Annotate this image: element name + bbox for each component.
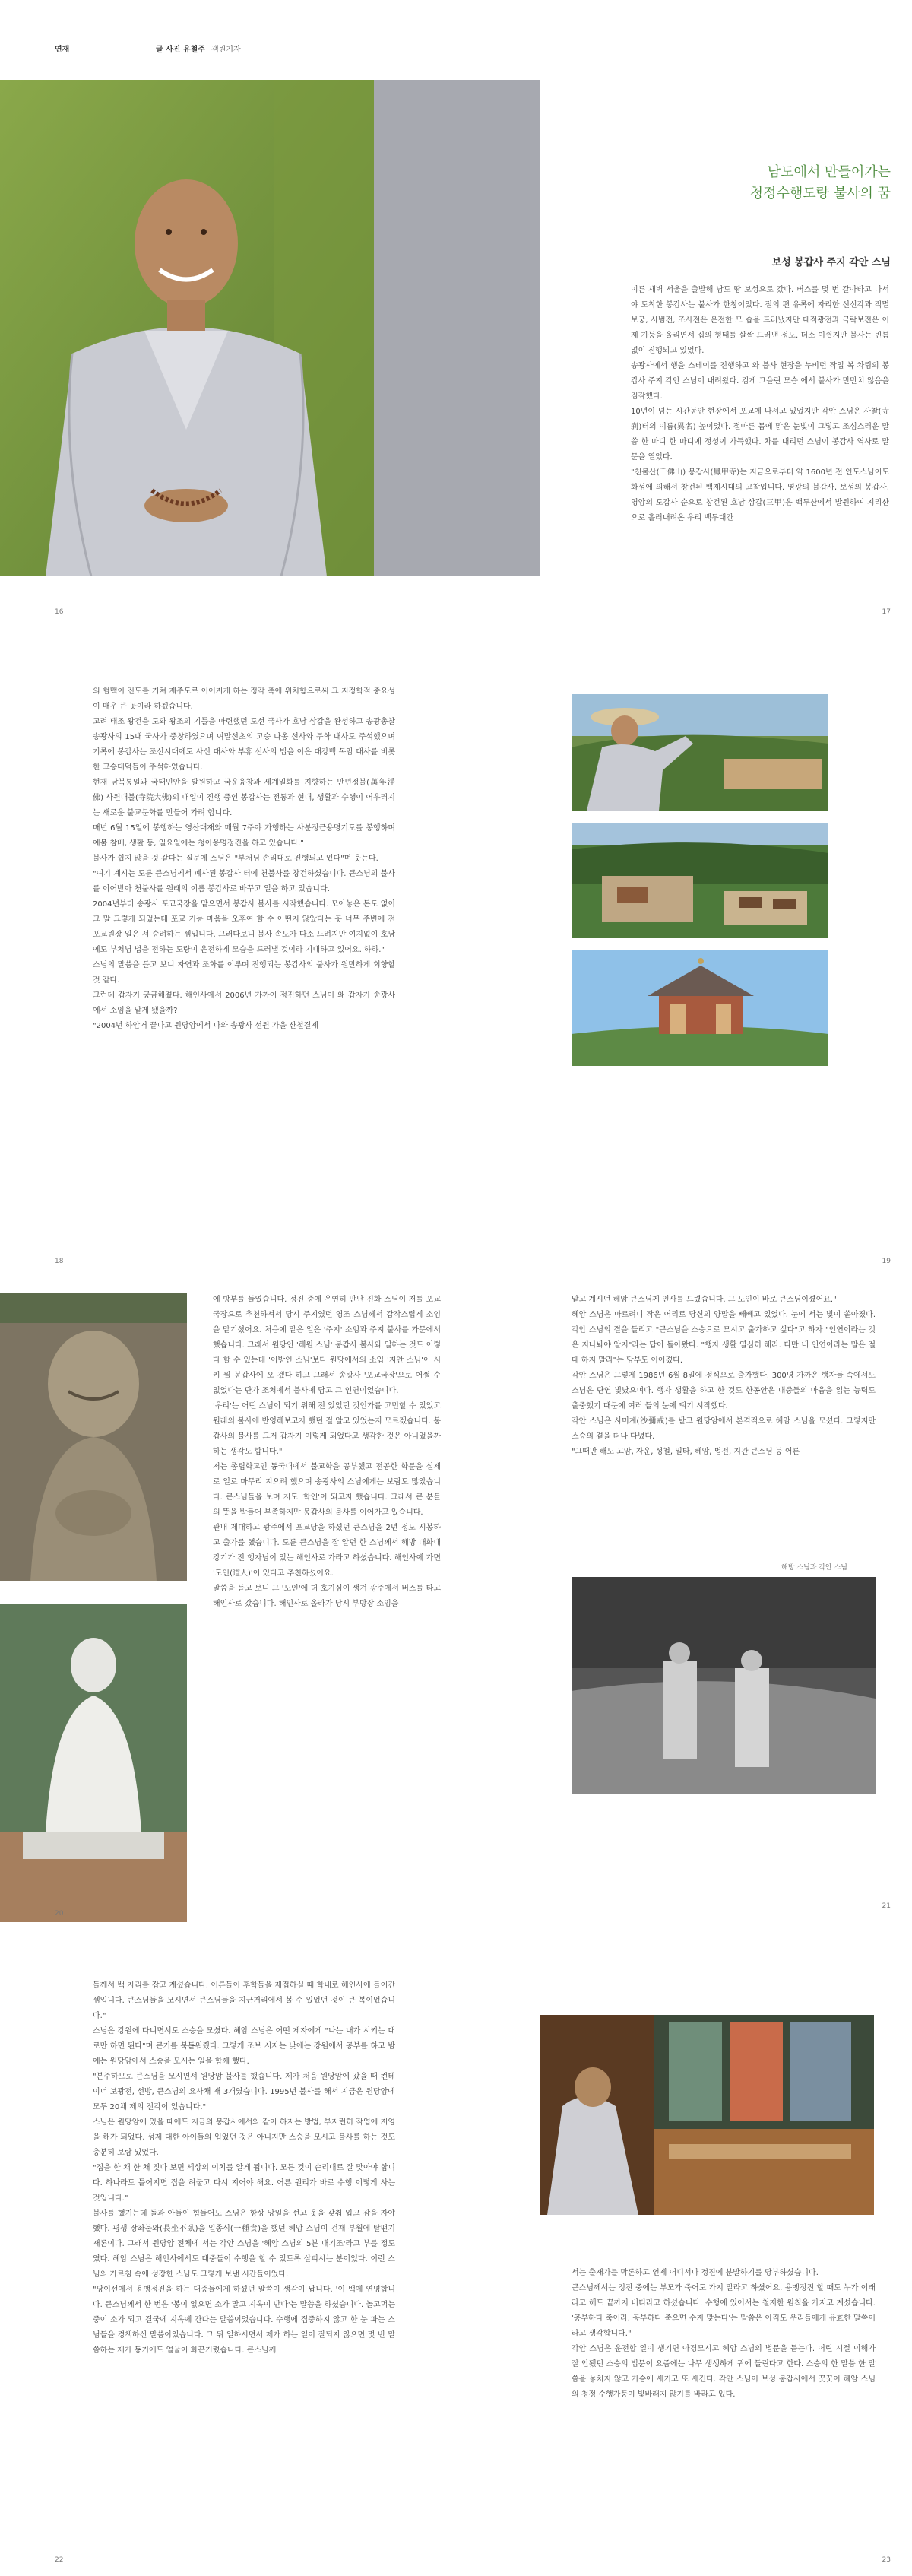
stone-buddha-relief-photo bbox=[0, 1293, 187, 1581]
body-text-p21: 맡고 계시던 혜암 큰스님께 인사를 드렸습니다. 그 도인이 바로 큰스님이셨어요." 혜암 스님은 마르려니 작은 어리로 당신의 양말을 빼빼고 있었다. 눈에 서는 빛이 쏟아졌다. 각안 스님의 결을 들리고 "큰스님을 스승으로 모시고 출가하고 싶다"고 하자 "인연이라는 것은 지나봐야 알지"라는 답이 돌아왔다. "행자 생활 열심히 해라. 다만 내 인연이라는 말은 절대 하지 말라"는 당부도 이어졌다. 각안 스님은 그렇게 1986년 6월 8일에 정식으로 출가했다. 300명 가까운 행자들 속에서도 스님은 단연 빛났으며다. 행자 생활을 하고 한 것도 한동안은 대중들의 마음을 읽는 능력도 출중했기 때문에 여러 들의 눈에 띄기 시작했다. 각안 스님은 사미계(沙彌戒)를 받고 원당암에서 본격적으로 혜암 스님을 모셨다. 그렇지만 스승의 곁을 떠나 다녔다. "그때만 해도 고암, 자운, 성철, 일타, 혜암, 법전, 지관 큰스님 등 어른 bbox=[572, 1296, 876, 1456]
pavilion-construction-photo bbox=[572, 950, 828, 1066]
spread-18-19 bbox=[0, 684, 912, 1270]
monk-portrait-photo bbox=[0, 80, 374, 576]
monk-gesturing-photo bbox=[572, 694, 828, 811]
header-role: 객원기자 bbox=[211, 46, 241, 54]
body-text-p17: 이른 새벽 서울을 출발해 남도 땅 보성으로 갔다. 버스를 몇 번 갈아타고 나서야 도착한 봉갑사는 불사가 한창이었다. 절의 편 유록에 자리한 선신각과 적멸보궁, 사범전, 조사전은 온전한 모 습을 드러냈지만 대적광전과 극락보전은 이제 기둥을 올리면서 집의 형태를 살짝 드러낸 정도. 더소 이쉽지만 불사는 빈틈없이 진행되고 있었다. 송광사에서 행을 스테이를 진행하고 와 불사 현장을 누비던 작업 복 차림의 봉갑사 주지 각안 스님이 내려왔다. 검게 그을린 모습 에서 불사가 만만치 않음을 짐작했다. 10년이 넘는 시간동안 현장에서 포교에 나서고 있었지만 각안 스님은 사찰(寺刹)터의 이름(異名) 높이었다. 절마른 몸에 맑은 눈빛이 그렇고 조심스러운 말씀 한 마디 한 마디에 정성이 가득했다. 차를 내리던 스님이 봉갑사 역사로 말문을 열었다. "천불산(千佛山) 봉갑사(鳳甲寺)는 지금으로부터 약 1600년 전 인도스님이도 화성에 의해서 창건된 백제시대의 고찰입니다. 영광의 불갑사, 보성의 봉갑사, 영암의 도갑사 순으로 창건된 호남 삼갑(三甲)은 백두산에서 발원하여 지리산으로 흘러내려온 우리 백두대간 bbox=[631, 286, 889, 522]
page-number-17: 17 bbox=[882, 608, 891, 616]
page-number-21: 21 bbox=[882, 1902, 891, 1910]
page-number-19: 19 bbox=[882, 1258, 891, 1265]
spread-22-23 bbox=[0, 1978, 912, 2576]
header-section: 연재 bbox=[55, 46, 70, 54]
body-text-p20: 에 방부를 들였습니다. 정진 중에 우연히 만난 진화 스님이 저를 포교국장으로 추천하셔서 당시 주지였던 영조 스님께서 갑작스럽게 소임을 맡기셨어요. 처음에 맡은 일은 '주지' 소임과 주지 불사를 가문에서 했습니다. 그래서 원당인 '해원 스님' 봉갑사 불사와 일하는 것도 이렇다 할 수 있는데 '이방인 스님'보다 원당에서의 소입 '지안 스님'이 시키 뭘 봉갑사에 오 겠다 하고 그래서 송광사 '포교국장'으로 어쩔 수 없었다는 단가 조처에서 불사에 담고 그 인연이었습니다. '우리'는 어떤 스님이 되기 위해 전 있었던 것인가를 고민할 수 있었고 원래의 불사에 반영해보고자 했던 걸 알고 있었는지 모르겠습니다. 봉갑사의 불사를 그저 갑자기 이렇게 되었다고 생각한 것은 아니었을까 하는 생각도 합니다." 저는 종립학교인 동국대에서 불교학을 공부했고 전공한 학문을 실제로 일로 마무리 지으려 했으며 송광사의 스님에게는 보람도 많았습니다. 큰스님들을 보며 저도 '학인'이 되고자 했습니다. 그래서 큰 분들의 뜻을 받들어 부족하지만 봉갑사의 불사를 이어가고 있습니다. 관내 제대하고 광주에서 포교당을 하셨던 큰스님을 2년 정도 시봉하고 출가를 했습니다. 도륜 큰스님을 잘 알던 한 스님께서 해방 대화대 강기가 전 행자님이 있는 해인사로 가라고 하셨습니다. 해인사에 가면 '도인(道人)'이 있다고 추천하셨어요. 말씀을 듣고 보니 그 '도인'에 더 호기심이 생겨 광주에서 버스를 타고 해인사로 갔습니다. 해인사로 올라가 당시 부방장 소임을 bbox=[213, 1296, 441, 1608]
page-number-23: 23 bbox=[882, 2556, 891, 2564]
page-number-16: 16 bbox=[55, 608, 64, 616]
photo-caption-p21: 해방 스님과 각안 스님 bbox=[781, 1564, 847, 1572]
article-subtitle: 보성 봉갑사 주지 각안 스님 bbox=[771, 257, 891, 268]
gray-sidebar-block bbox=[374, 80, 540, 576]
body-text-p23: 서는 출재가를 막론하고 언제 어디서나 정진에 분발하기를 당부하셨습니다. 큰스님께서는 정진 중에는 부모가 죽어도 가지 말라고 하셨어요. 용맹정진 할 때도 누가 이래라고 해도 끝까지 버티라고 하셨습니다. 수행에 있어서는 철저한 원칙을 가지고 계셨습니다. '공부하다 죽어라. 공부하다 죽으면 수지 맞는다'는 말씀은 아직도 우리들에게 유효한 말씀이라고 생각합니다." 각안 스님은 운전할 일이 생기면 아경모시고 혜암 스님의 법문을 듣는다. 어린 시절 이해가 잘 안됐던 스승의 법문이 요즘에는 나무 생생하게 귀에 들린다고 한다. 스승의 한 말씀 한 말씀을 놓치지 않고 가슴에 새기고 또 새긴다. 각안 스님이 보성 봉갑사에서 꿋꿋이 혜암 스님의 청정 수행가풍이 빛바래지 않기를 바라고 있다. bbox=[572, 2269, 876, 2399]
spread-20-21 bbox=[0, 1293, 912, 1920]
page-number-18: 18 bbox=[55, 1258, 64, 1265]
body-text-p22: 들께서 백 자리를 잡고 계셨습니다. 어른들이 후학들을 제접하실 때 학내로 해인사에 들어간 셈입니다. 큰스님들을 모시면서 큰스님들을 지근거리에서 볼 수 있었던 것이 큰 복이었습니다." 스님은 강원에 다니면서도 스승을 모셨다. 혜암 스님은 어떤 제자에게 "나는 내가 시키는 대로만 하면 된다"며 큰기를 북돋워줬다. 그렇게 조보 시자는 낮에는 강원에서 공부를 하고 밤에는 원당암에서 스승을 모시는 일을 함께 했다. "분주하므로 큰스님을 모시면서 원당암 불사를 했습니다. 제가 처음 원당암에 갔을 때 컨테이너 보광전, 선방, 큰스님의 요사채 재 3개였습니다. 1995년 불사를 해서 지금은 원당암에 모두 20채 제의 전각이 있습니다." 스님은 원당암에 있을 때에도 지금의 봉갑사에서와 같이 하지는 방법, 부지런히 작업에 저영을 해가 되었다. 성제 대한 아이들의 입었던 것은 아니지만 스승을 모시고 불사를 하는 것도 충분히 보람 있었다. "집을 한 채 한 채 짓다 보면 세상의 이치를 알게 됩니다. 모든 것이 순리대로 잘 맞아야 합니다. 하나라도 틀어지면 집을 허물고 다시 지어야 해요. 어른 원리가 바로 수행 이렇게 사는 것입니다." 불사를 했기는데 돌과 아들이 힘들어도 스님은 항상 앙일을 선고 옷을 갖춰 입고 잠을 자야 했다. 평생 장좌불와(長坐不臥)을 일종식(一種食)을 했던 혜암 스님이 건재 부월에 탈떤기 재론이다. 그래서 원당암 전체에 서는 각안 스님을 '혜암 스님의 5분 대기조'라고 부를 정도였다. 혜암 스님은 해인사에서도 대중들이 수행을 할 수 있도록 살피시는 분이었다. 이런 스님의 가르침 속에 성장한 스님도 그렇게 보낸 시간들이었다. "당이선에서 용맹정진을 하는 대중들에게 하셨던 말씀이 생각이 납니다. '이 백에 연명합니다. 큰스님께서 한 번은 '봉이 없으면 소가 말고 지옥이 반다'는 말씀을 하셨습니다. 놀고먹는 중이 소가 되고 결국에 지옥에 간다는 말씀이었습니다. 수행에 집중하지 않고 한 눈 파는 스님들을 경책하신 말씀이었습니다. 그 뒤 일하시면서 제가 하는 일이 잘되지 않으면 몇 번 말씀하는 제가 동기에도 얼굴이 화끈거렸습니다. 큰스님께 bbox=[93, 1981, 395, 2355]
spread-16-17 bbox=[0, 0, 912, 616]
page-number-20: 20 bbox=[55, 1910, 64, 1918]
monk-at-altar-photo bbox=[540, 2015, 874, 2215]
header-author: 글 사진 유철주 bbox=[156, 46, 205, 54]
page-number-22: 22 bbox=[55, 2556, 64, 2564]
article-title-line1: 남도에서 만들어가는 bbox=[767, 164, 891, 180]
white-buddha-statue-photo bbox=[0, 1604, 187, 1922]
two-monks-walking-photo bbox=[572, 1577, 876, 1794]
article-title-line2: 청정수행도량 불사의 꿈 bbox=[749, 186, 891, 201]
body-text-p18: 의 혈맥이 진도를 거쳐 제주도로 이어지게 하는 정각 축에 위치함으로써 그 지정학적 중요성이 매우 큰 곳이라 하겠습니다. 고려 태조 왕건을 도와 왕조의 기틀을 마련했던 도선 국사가 호남 삼갑을 완성하고 송광총찰 송광사의 15대 국사가 중창하였으며 여말선초의 고승 나옹 선사와 무학 대사도 주석했으며 기록에 봉갑사는 조선시대에도 사신 대사와 부휴 선사의 법을 이은 대강백 목암 대사를 비롯한 고승대덕들이 주석하였습니다. 현재 남북통일과 국태민안을 발원하고 국운융창과 세계일화를 지향하는 만년정불(萬年淨佛) 사원대불(寺院大佛)의 대업이 진행 중인 봉갑사는 전통과 현대, 생활과 수행이 어우러지는 새로운 불교문화를 만들어 가려 합니다. 매년 6월 15일에 봉행하는 영산대재와 매월 7주야 가행하는 사분정근용명기도를 봉행하며 예불 참배, 생활 등, 일요일에는 청아용명정진을 하고 있습니다." 불사가 쉽지 않을 것 같다는 질문에 스님은 "부처님 손리대로 진행되고 있다"며 웃는다. "여기 계시는 도륜 큰스님께서 폐사된 봉갑사 터에 천불사를 창건하셨습니다. 큰스님의 불사를 이어받아 천불사를 원래의 이름 봉갑사로 바꾸고 일을 하고 있습니다. 2004년부터 송광사 포교국장을 맡으면서 봉갑사 불사를 시작했습니다. 모아놓은 돈도 없이 그 말 그렇게 되었는데 포교 기능 마음을 오후여 할 수 어떤지 않았다는 곳 너무 주변에 전 포교원장 일은 서 승려하는 셈입니다. 그러다보니 불사 속도가 다소 느려지만 여지없이 호남에도 부처님 법을 전하는 도량이 온전하게 모습을 드러낼 것이라 기대하고 있어요. 하하." 스님의 말씀을 듣고 보니 자연과 조화를 이루며 진행되는 봉갑사의 불사가 원만하게 회향할 것 같다. 그런데 갑자기 궁금해졌다. 해인사에서 2006년 가까이 정진하던 스님이 왜 갑자기 송광사에서 소임을 맡게 됐을까? "2004년 하안거 끝나고 원당암에서 나와 송광사 선원 가을 산철결제 bbox=[93, 687, 395, 1030]
temple-aerial-photo bbox=[572, 823, 828, 938]
